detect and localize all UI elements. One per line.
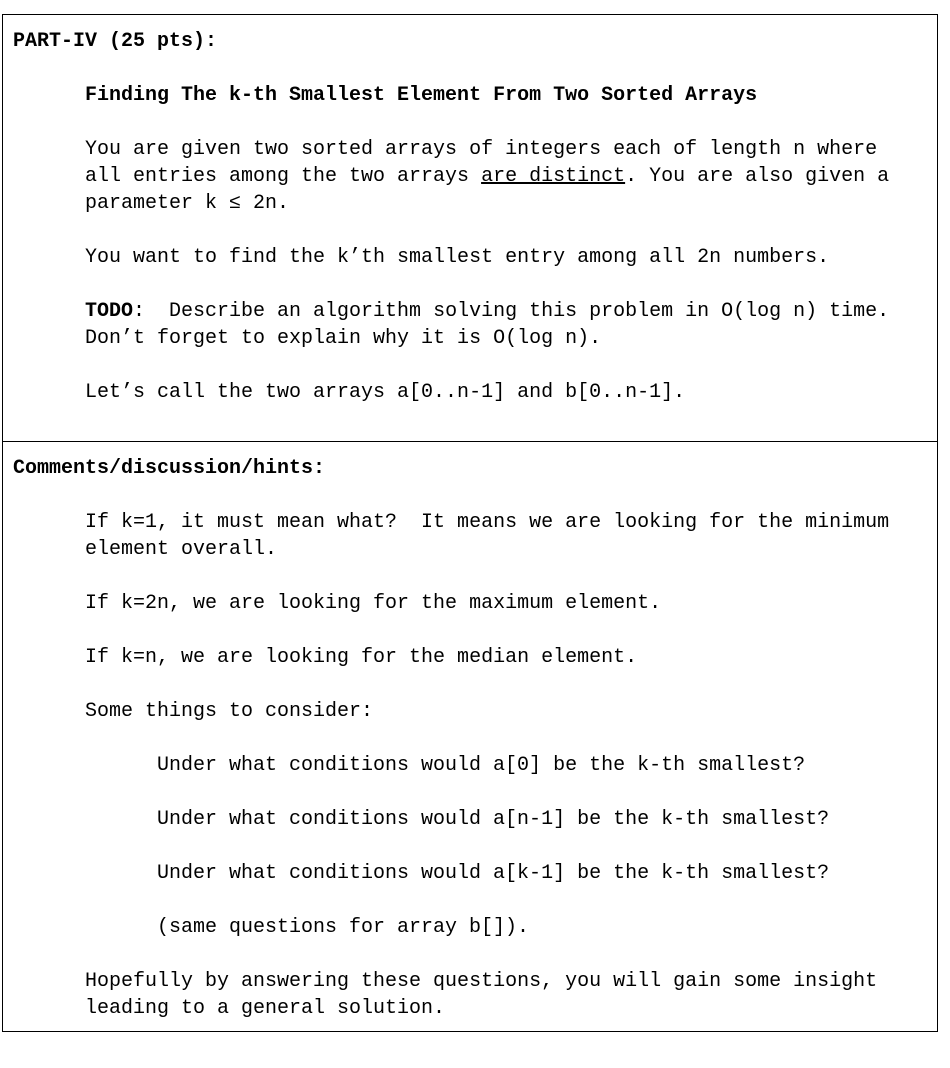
problem-text: parameter k ≤ 2n. xyxy=(85,192,290,215)
problem-title: Finding The k-th Smallest Element From Two Sorted Arrays xyxy=(85,84,758,107)
text-segment: : Describe an algorithm solving this problem in O(log n) time. xyxy=(133,300,890,323)
consider-text: Some things to consider: xyxy=(85,700,374,723)
part-heading: PART-IV (25 pts): xyxy=(13,30,218,53)
hint-text: If k=n, we are looking for the median element. xyxy=(85,646,638,669)
underlined-text: are distinct xyxy=(481,165,626,188)
comments-section xyxy=(2,441,938,1032)
todo-label: TODO xyxy=(85,300,134,323)
closing-text: leading to a general solution. xyxy=(85,997,446,1020)
todo-text xyxy=(13,298,937,325)
question: Under what conditions would a[k-1] be the k-th smallest? xyxy=(157,862,830,885)
text-segment: . You are also given a xyxy=(625,165,890,188)
question: (same questions for array b[]). xyxy=(157,916,530,939)
array-note: Let’s call the two arrays a[0..n-1] and b[0..n-1]. xyxy=(85,381,686,404)
question: Under what conditions would a[n-1] be the k-th smallest? xyxy=(157,808,830,831)
question: Under what conditions would a[0] be the k-th smallest? xyxy=(157,754,806,777)
problem-text: You are given two sorted arrays of integers each of length n where xyxy=(85,138,878,161)
closing-text: Hopefully by answering these questions, you will gain some insight xyxy=(85,970,878,993)
comments-heading: Comments/discussion/hints: xyxy=(13,457,326,480)
hint-text: element overall. xyxy=(85,538,278,561)
todo-text: Don’t forget to explain why it is O(log n). xyxy=(85,327,602,350)
problem-text xyxy=(13,163,937,190)
hint-text: If k=2n, we are looking for the maximum element. xyxy=(85,592,662,615)
problem-section xyxy=(2,14,938,442)
problem-goal: You want to find the k’th smallest entry among all 2n numbers. xyxy=(85,246,830,269)
hint-text: If k=1, it must mean what? It means we are looking for the minimum xyxy=(85,511,890,534)
text-segment: all entries among the two arrays xyxy=(85,165,482,188)
